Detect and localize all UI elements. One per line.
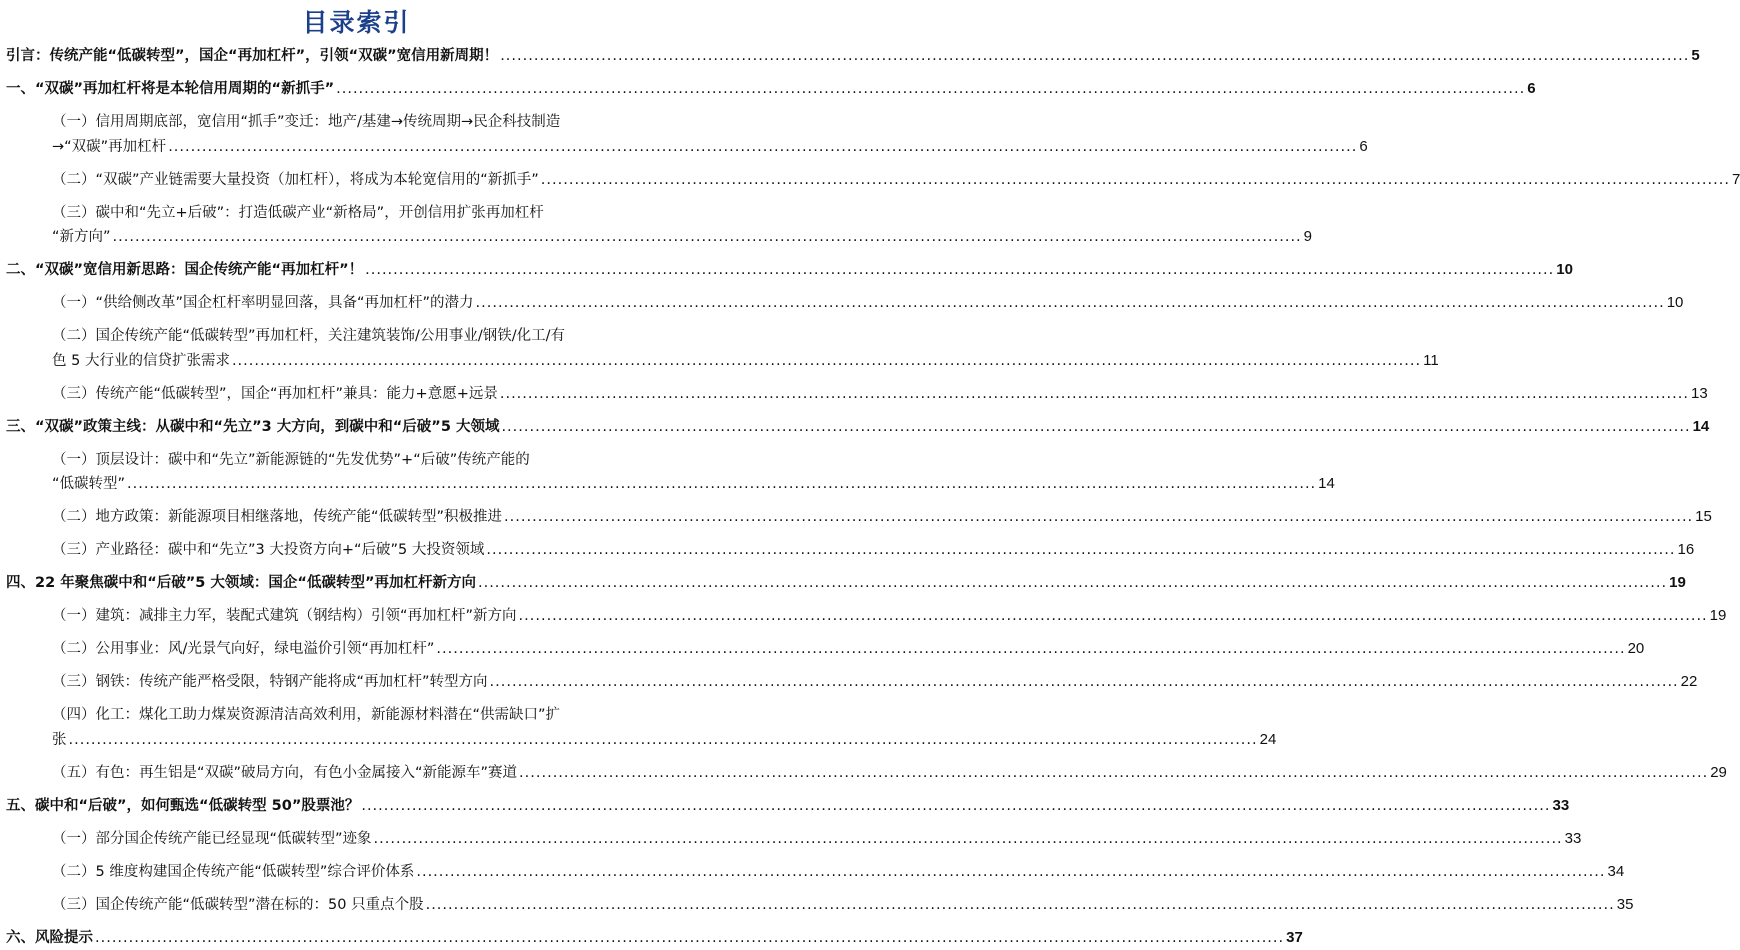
toc-entry-text: （三）国企传统产能“低碳转型”潜在标的：50 只重点个股 (52, 896, 424, 913)
toc-entry-text: 引言：传统产能“低碳转型”，国企“再加杠杆”，引领“双碳”宽信用新周期！ (6, 48, 499, 64)
toc-entry-text: （一）信用周期底部，宽信用“抓手”变迁：地产/基建→传统周期→民企科技制造 (52, 114, 561, 130)
dot-leader (500, 44, 1689, 68)
toc-page-number[interactable]: 19 (1669, 574, 1686, 591)
dot-leader (541, 168, 1730, 192)
dot-leader (486, 538, 1675, 562)
toc-title: 目录索引 (302, 8, 411, 37)
dot-leader (336, 77, 1525, 101)
toc-entry-text: （四）化工：煤化工助力煤炭资源清洁高效利用，新能源材料潜在“供需缺口”扩 (52, 707, 561, 723)
dot-leader (476, 291, 1665, 315)
dot-leader (426, 893, 1615, 917)
dot-leader (478, 571, 1667, 595)
toc-entry-text: 一、“双碳”再加杠杆将是本轮信用周期的“新抓手” (6, 81, 335, 97)
toc-page-number[interactable]: 6 (1527, 80, 1536, 97)
dot-leader (501, 415, 1690, 439)
toc-entry-text: （三）钢铁：传统产能严格受限，特钢产能将成“再加杠杆”转型方向 (52, 674, 488, 690)
toc-page-number[interactable]: 29 (1710, 763, 1727, 781)
toc-page-number[interactable]: 22 (1680, 673, 1698, 690)
toc-entry-text: （一）“供给侧改革”国企杠杆率明显回落，具备“再加杠杆”的潜力 (52, 295, 474, 311)
toc-page-number[interactable]: 33 (1564, 829, 1582, 847)
toc-entry-text: （三）产业路径：碳中和“先立”3 大投资方向+“后破”5 大投资领域 (52, 542, 485, 558)
toc-entry-text: “低碳转型” (52, 476, 126, 492)
toc-entry-text: →“双碳”再加杠杆 (52, 138, 167, 155)
toc-page-number[interactable]: 33 (1552, 796, 1570, 814)
toc-entry-text: 四、22 年聚焦碳中和“后破”5 大领域：国企“低碳转型”再加杠杆新方向 (6, 575, 476, 591)
dot-leader (519, 604, 1708, 628)
dot-leader (168, 135, 1357, 159)
toc-page-number[interactable]: 14 (1318, 475, 1335, 492)
toc-entry-text: （一）顶层设计：碳中和“先立”新能源链的“先发优势”+“后破”传统产能的 (52, 451, 530, 468)
toc-entry-text: 五、碳中和“后破”，如何甄选“低碳转型 50”股票池？ (6, 797, 360, 814)
dot-leader (69, 728, 1258, 752)
toc-entry-text: （三）传统产能“低碳转型”，国企“再加杠杆”兼具：能力+意愿+远景 (52, 385, 498, 402)
toc-page-number[interactable]: 5 (1691, 47, 1700, 64)
dot-leader (361, 794, 1550, 818)
toc-entry-text: “新方向” (52, 229, 111, 245)
toc-entry-text: （二）“双碳”产业链需要大量投资（加杠杆），将成为本轮宽信用的“新抓手” (52, 171, 539, 188)
dot-leader (232, 349, 1421, 373)
toc-page-number[interactable]: 6 (1359, 137, 1368, 155)
toc-entry-text: （一）部分国企传统产能已经显现“低碳转型”迹象 (52, 830, 372, 847)
dot-leader (416, 860, 1605, 884)
toc-entry-text: （一）建筑：减排主力军，装配式建筑（钢结构）引领“再加杠杆”新方向 (52, 608, 517, 624)
dot-leader (436, 637, 1625, 661)
toc-entry-text: （二）地方政策：新能源项目相继落地，传统产能“低碳转型”积极推进 (52, 509, 503, 525)
toc-page-number[interactable]: 20 (1627, 640, 1645, 657)
toc-page-number[interactable]: 35 (1616, 895, 1634, 913)
toc-entry-text: （二）公用事业：风/光景气向好，绿电溢价引领“再加杠杆” (52, 641, 435, 657)
toc-entry-text: （三）碳中和“先立+后破”：打造低碳产业“新格局”，开创信用扩张再加杠杆 (52, 204, 544, 221)
toc-entry-text: （二）5 维度构建国企传统产能“低碳转型”综合评价体系 (52, 863, 415, 880)
toc-entry-text: 三、“双碳”政策主线：从碳中和“先立”3 大方向，到碳中和“后破”5 大领域 (6, 418, 500, 435)
toc-entry-text: （五）有色：再生铝是“双碳”破局方向，有色小金属接入“新能源车”赛道 (52, 764, 518, 781)
dot-leader (95, 926, 1284, 950)
toc-page-number[interactable]: 9 (1303, 228, 1313, 245)
toc-entry-text: （二）国企传统产能“低碳转型”再加杠杆，关注建筑装饰/公用事业/钢铁/化工/有 (52, 328, 566, 344)
dot-leader (113, 225, 1302, 249)
toc-page-number[interactable]: 15 (1695, 508, 1712, 525)
toc-page-number[interactable]: 37 (1286, 928, 1303, 946)
toc-page-number[interactable]: 19 (1709, 607, 1727, 624)
dot-leader (365, 258, 1554, 282)
dot-leader (127, 472, 1316, 496)
toc-entry-text: 张 (52, 731, 67, 748)
dot-leader (374, 827, 1563, 851)
dot-leader (519, 761, 1708, 785)
toc-page-number[interactable]: 13 (1691, 384, 1708, 402)
toc-page-number[interactable]: 34 (1607, 862, 1625, 880)
toc-page-number[interactable]: 10 (1666, 294, 1684, 311)
toc-page-number[interactable]: 7 (1731, 170, 1740, 188)
toc-entry-text: 六、风险提示 (6, 929, 93, 946)
toc-page-number[interactable]: 11 (1423, 351, 1439, 369)
dot-leader (504, 505, 1693, 529)
toc-page-number[interactable]: 24 (1259, 730, 1277, 748)
dot-leader (490, 670, 1679, 694)
dot-leader (500, 382, 1689, 406)
toc-page-number[interactable]: 14 (1692, 417, 1710, 435)
toc-entry-text: 二、“双碳”宽信用新思路：国企传统产能“再加杠杆”！ (6, 262, 364, 278)
toc-page-number[interactable]: 10 (1556, 261, 1573, 278)
toc-entry-text: 色 5 大行业的信贷扩张需求 (52, 352, 230, 369)
toc-page-number[interactable]: 16 (1677, 541, 1695, 558)
